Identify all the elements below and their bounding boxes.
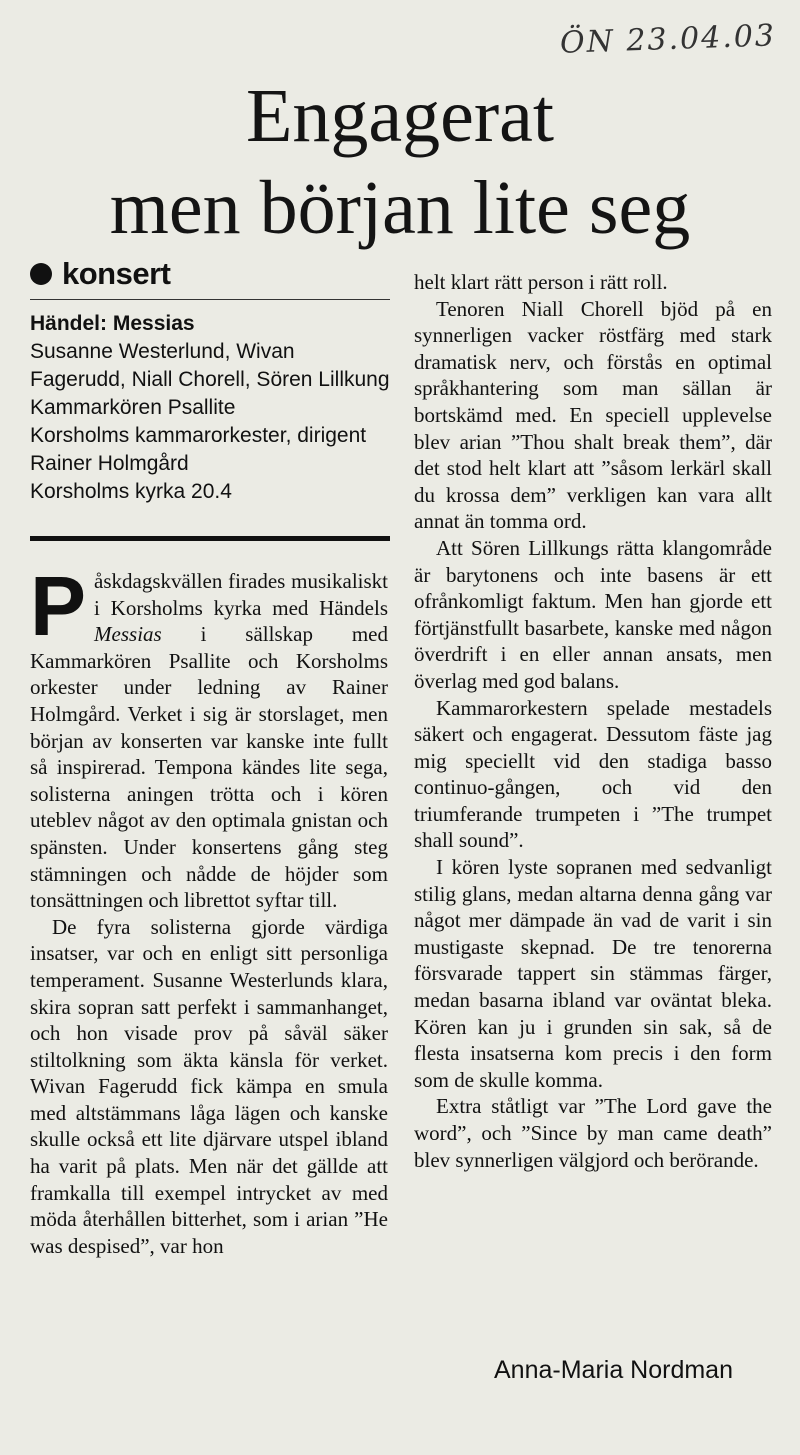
paragraph-baritone: Att Sören Lillkungs rätta klangområde är barytonens och inte basens är ett ofrånkomligt faktum. Men han gjorde ett förtjänstfullt basarbete, kanske med någon överdrift i en eller annan ansats, men överlag med god balans. — [414, 535, 772, 693]
fact-venue-date: Korsholms kyrka 20.4 — [30, 480, 232, 503]
drop-cap: P — [30, 559, 87, 653]
paragraph-soloists: De fyra solisterna gjorde värdiga insatser, var och en enligt sitt personliga temperament. Susanne Westerlunds klara, skira sopran satt perfekt i sammanhanget, och hon visade prov på såväl säker stiltolkning som äkta känsla för verket. Wivan Fagerudd fick kämpa en smula med altstämmans låga lägen och kanske skulle också ett lite djärvare utspel ibland ha varit på plats. Men när det gällde att framkalla till exempel intrycket av med möda återhållen bitterhet, som i arian ”He was despised”, var hon — [30, 914, 388, 1258]
divider-thick — [30, 536, 390, 541]
section-rubric — [30, 256, 170, 292]
divider-thin — [30, 299, 390, 300]
fact-performers: Susanne Westerlund, Wivan Fagerudd, Niall Chorell, Sören Lillkung — [30, 340, 390, 391]
fact-box — [30, 310, 390, 506]
paragraph-tenor: Tenoren Niall Chorell bjöd på en synnerligen vacker röstfärg med stark dramatisk nerv, och förstås en optimal språkhantering som man sällan är bortskämd med. En speciell upplevelse blev arian ”Thou shalt break them”, där det stod helt klart att ”såsom lerkärl skall du krossa dem” verkligen kan vara allt annat än tomma ord. — [414, 296, 772, 534]
fact-orchestra: Korsholms kammarorkester, dirigent Rainer Holmgård — [30, 424, 367, 475]
paragraph-intro: Påskdagskvällen firades musikaliskt i Korsholms kyrka med Händels Messias i sällskap med Kammarkören Psallite och Korsholms orkester under ledning av Rainer Holmgård. Verket i sig är storslaget, men början av konserten var kanske inte fullt så inspirerad. Tempona kändes lite sega, solisterna aningen trötta och i kören uteblev något av den optimala gnistan och spänsten. Under konsertens gång steg stämningen och nådde de höjder som tonsättningen och librettot syftar till. — [30, 559, 388, 913]
rubric-label: konsert — [62, 256, 171, 291]
headline-line-2: men början lite seg — [109, 166, 691, 250]
paragraph-choir: I kören lyste sopranen med sedvanligt stilig glans, medan altarna denna gång var något mer dämpade än vad de varit i sin mustigaste skepnad. De tre tenorerna försvarade tappert sin stämmas färger, medan basarna ibland var oväntat bleka. Kören kan ju i grunden sin sak, så de flesta insatserna kom precis i den form som de skulle komma. — [414, 855, 772, 1092]
byline: Anna-Maria Nordman — [494, 1356, 733, 1384]
paragraph-closing: Extra ståtligt var ”The Lord gave the word”, och ”Since by man came death” blev synnerligen välgjord och berörande. — [414, 1094, 772, 1172]
article-column-left — [30, 559, 388, 1259]
date-stamp: ÖN 23.04.03 — [559, 18, 777, 61]
article-column-right — [414, 269, 772, 1173]
work-title-italic: Messias — [94, 622, 162, 647]
paragraph-soloists-continued: helt klart rätt person i rätt roll. — [414, 270, 668, 294]
bullet-icon — [30, 263, 52, 285]
headline-line-1: Engagerat — [245, 74, 555, 158]
fact-work-title: Händel: Messias — [30, 312, 195, 335]
paragraph-orchestra: Kammarorkestern spelade mestadels säkert och engagerat. Dessutom fäste jag mig speciellt vid den stadiga basso continuo-gången, och vid den triumferande trumpeten i ”The trumpet shall sound”. — [414, 695, 772, 853]
fact-choir: Kammarkören Psallite — [30, 396, 236, 419]
